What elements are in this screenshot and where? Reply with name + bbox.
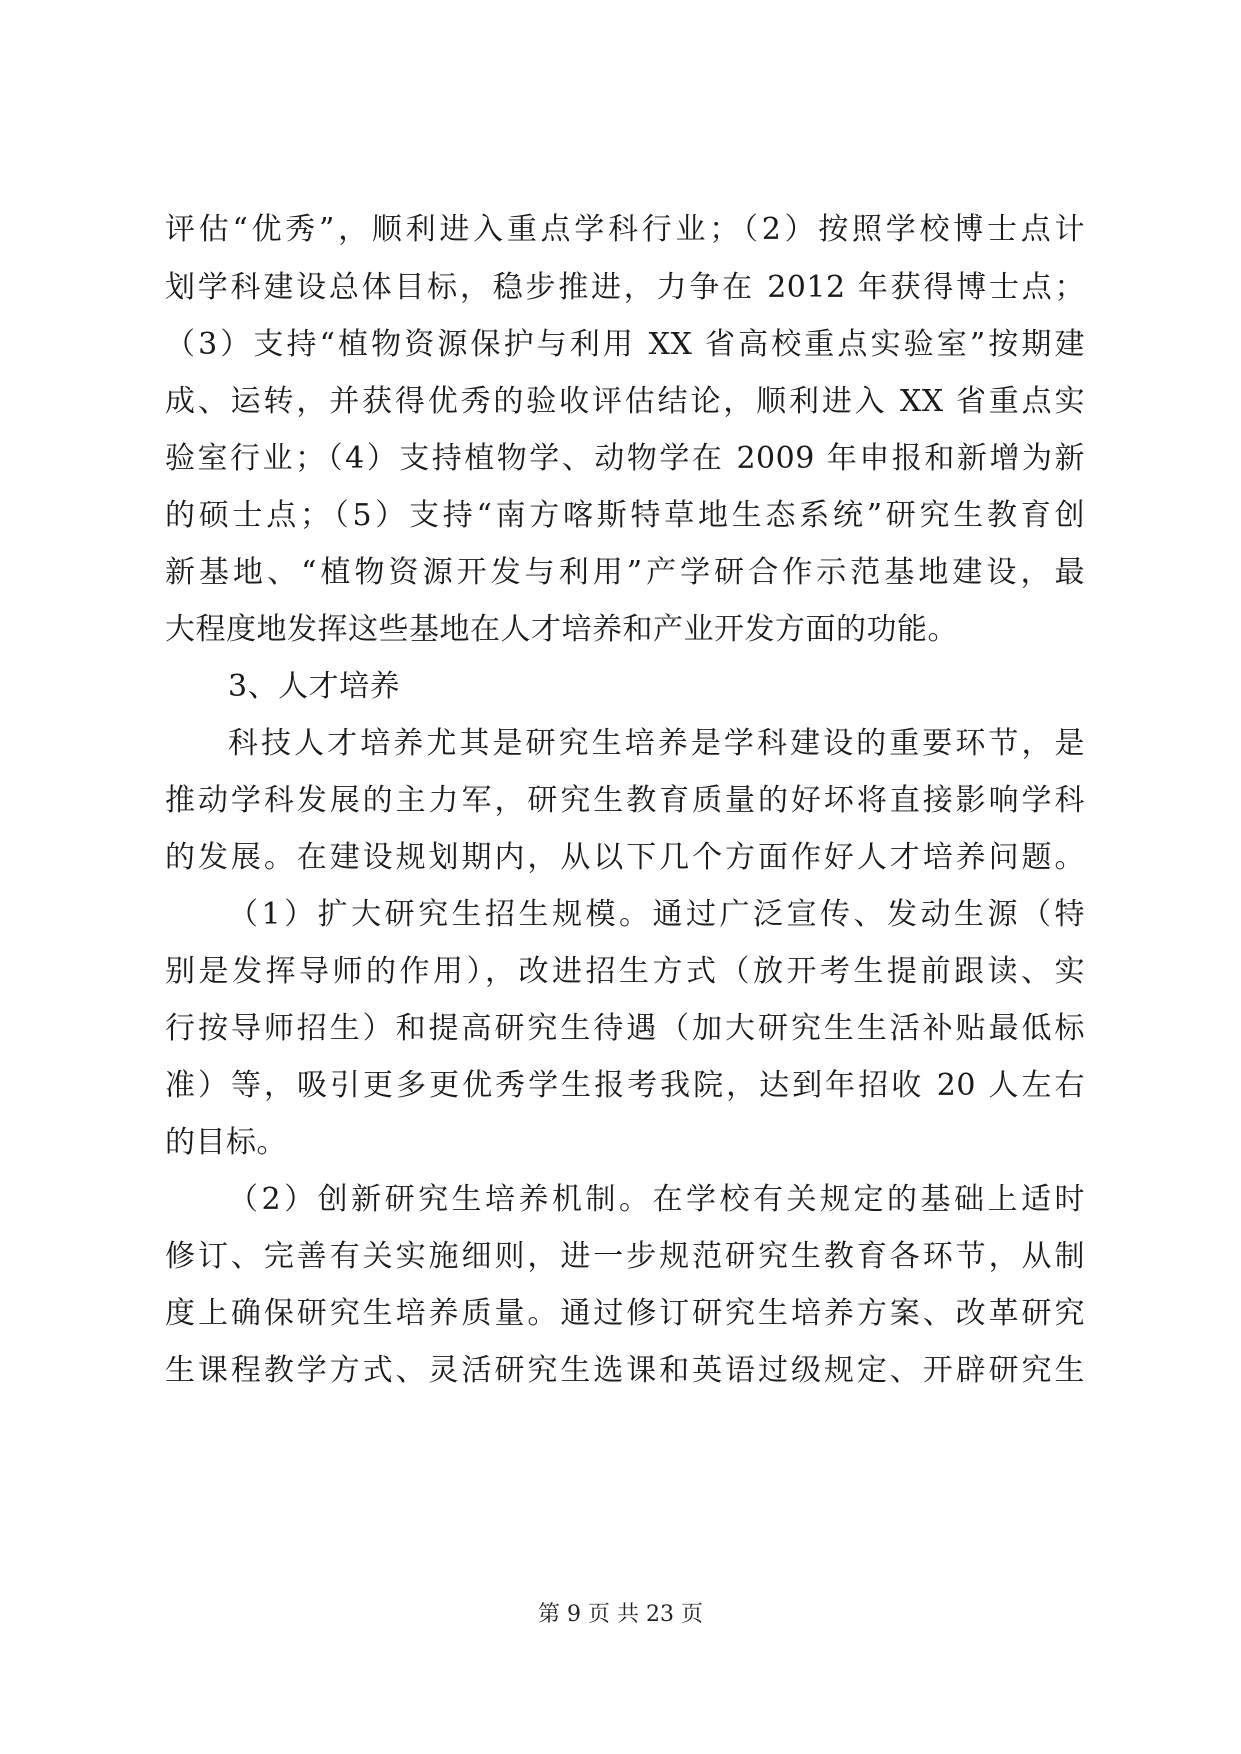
paragraph-first-line: （2）创新研究生培养机制。在学校有关规定的基础上适时 — [228, 1182, 1085, 1217]
page-number-footer: 第 9 页 共 23 页 — [538, 1602, 703, 1627]
paragraph-first-line: （1）扩大研究生招生规模。通过广泛宣传、发动生源（特 — [228, 897, 1085, 932]
body-text-line: 新基地、“植物资源开发与利用”产学研合作示范基地建设，最 — [165, 555, 1085, 590]
body-text-line: 修订、完善有关实施细则，进一步规范研究生教育各环节，从制 — [165, 1239, 1085, 1274]
body-text-line: 的发展。在建设规划期内，从以下几个方面作好人才培养问题。 — [165, 840, 1085, 875]
body-text-line: 行按导师招生）和提高研究生待遇（加大研究生生活补贴最低标 — [165, 1011, 1085, 1046]
body-text-line: 的硕士点；（5）支持“南方喀斯特草地生态系统”研究生教育创 — [165, 498, 1085, 533]
body-text-line: 别是发挥导师的作用），改进招生方式（放开考生提前跟读、实 — [165, 954, 1085, 989]
body-text-line: 成、运转，并获得优秀的验收评估结论，顺利进入 XX 省重点实 — [165, 384, 1085, 419]
body-text-line: 大程度地发挥这些基地在人才培养和产业开发方面的功能。 — [165, 612, 958, 647]
body-text-line: 推动学科发展的主力军，研究生教育质量的好坏将直接影响学科 — [165, 783, 1085, 818]
body-text-line: 度上确保研究生培养质量。通过修订研究生培养方案、改革研究 — [165, 1296, 1085, 1331]
section-heading: 3、人才培养 — [228, 669, 401, 704]
body-text-line: 生课程教学方式、灵活研究生选课和英语过级规定、开辟研究生 — [165, 1353, 1085, 1388]
body-text-line: 验室行业；（4）支持植物学、动物学在 2009 年申报和新增为新 — [165, 441, 1085, 476]
body-text-line: 准）等，吸引更多更优秀学生报考我院，达到年招收 20 人左右 — [165, 1068, 1085, 1103]
body-text-line: 的目标。 — [165, 1125, 287, 1160]
body-text-line: 划学科建设总体目标，稳步推进，力争在 2012 年获得博士点； — [165, 270, 1085, 305]
body-text-line: （3）支持“植物资源保护与利用 XX 省高校重点实验室”按期建 — [165, 327, 1085, 362]
paragraph-first-line: 科技人才培养尤其是研究生培养是学科建设的重要环节，是 — [228, 726, 1085, 761]
body-text-line: 评估“优秀”，顺利进入重点学科行业；（2）按照学校博士点计 — [165, 212, 1085, 247]
